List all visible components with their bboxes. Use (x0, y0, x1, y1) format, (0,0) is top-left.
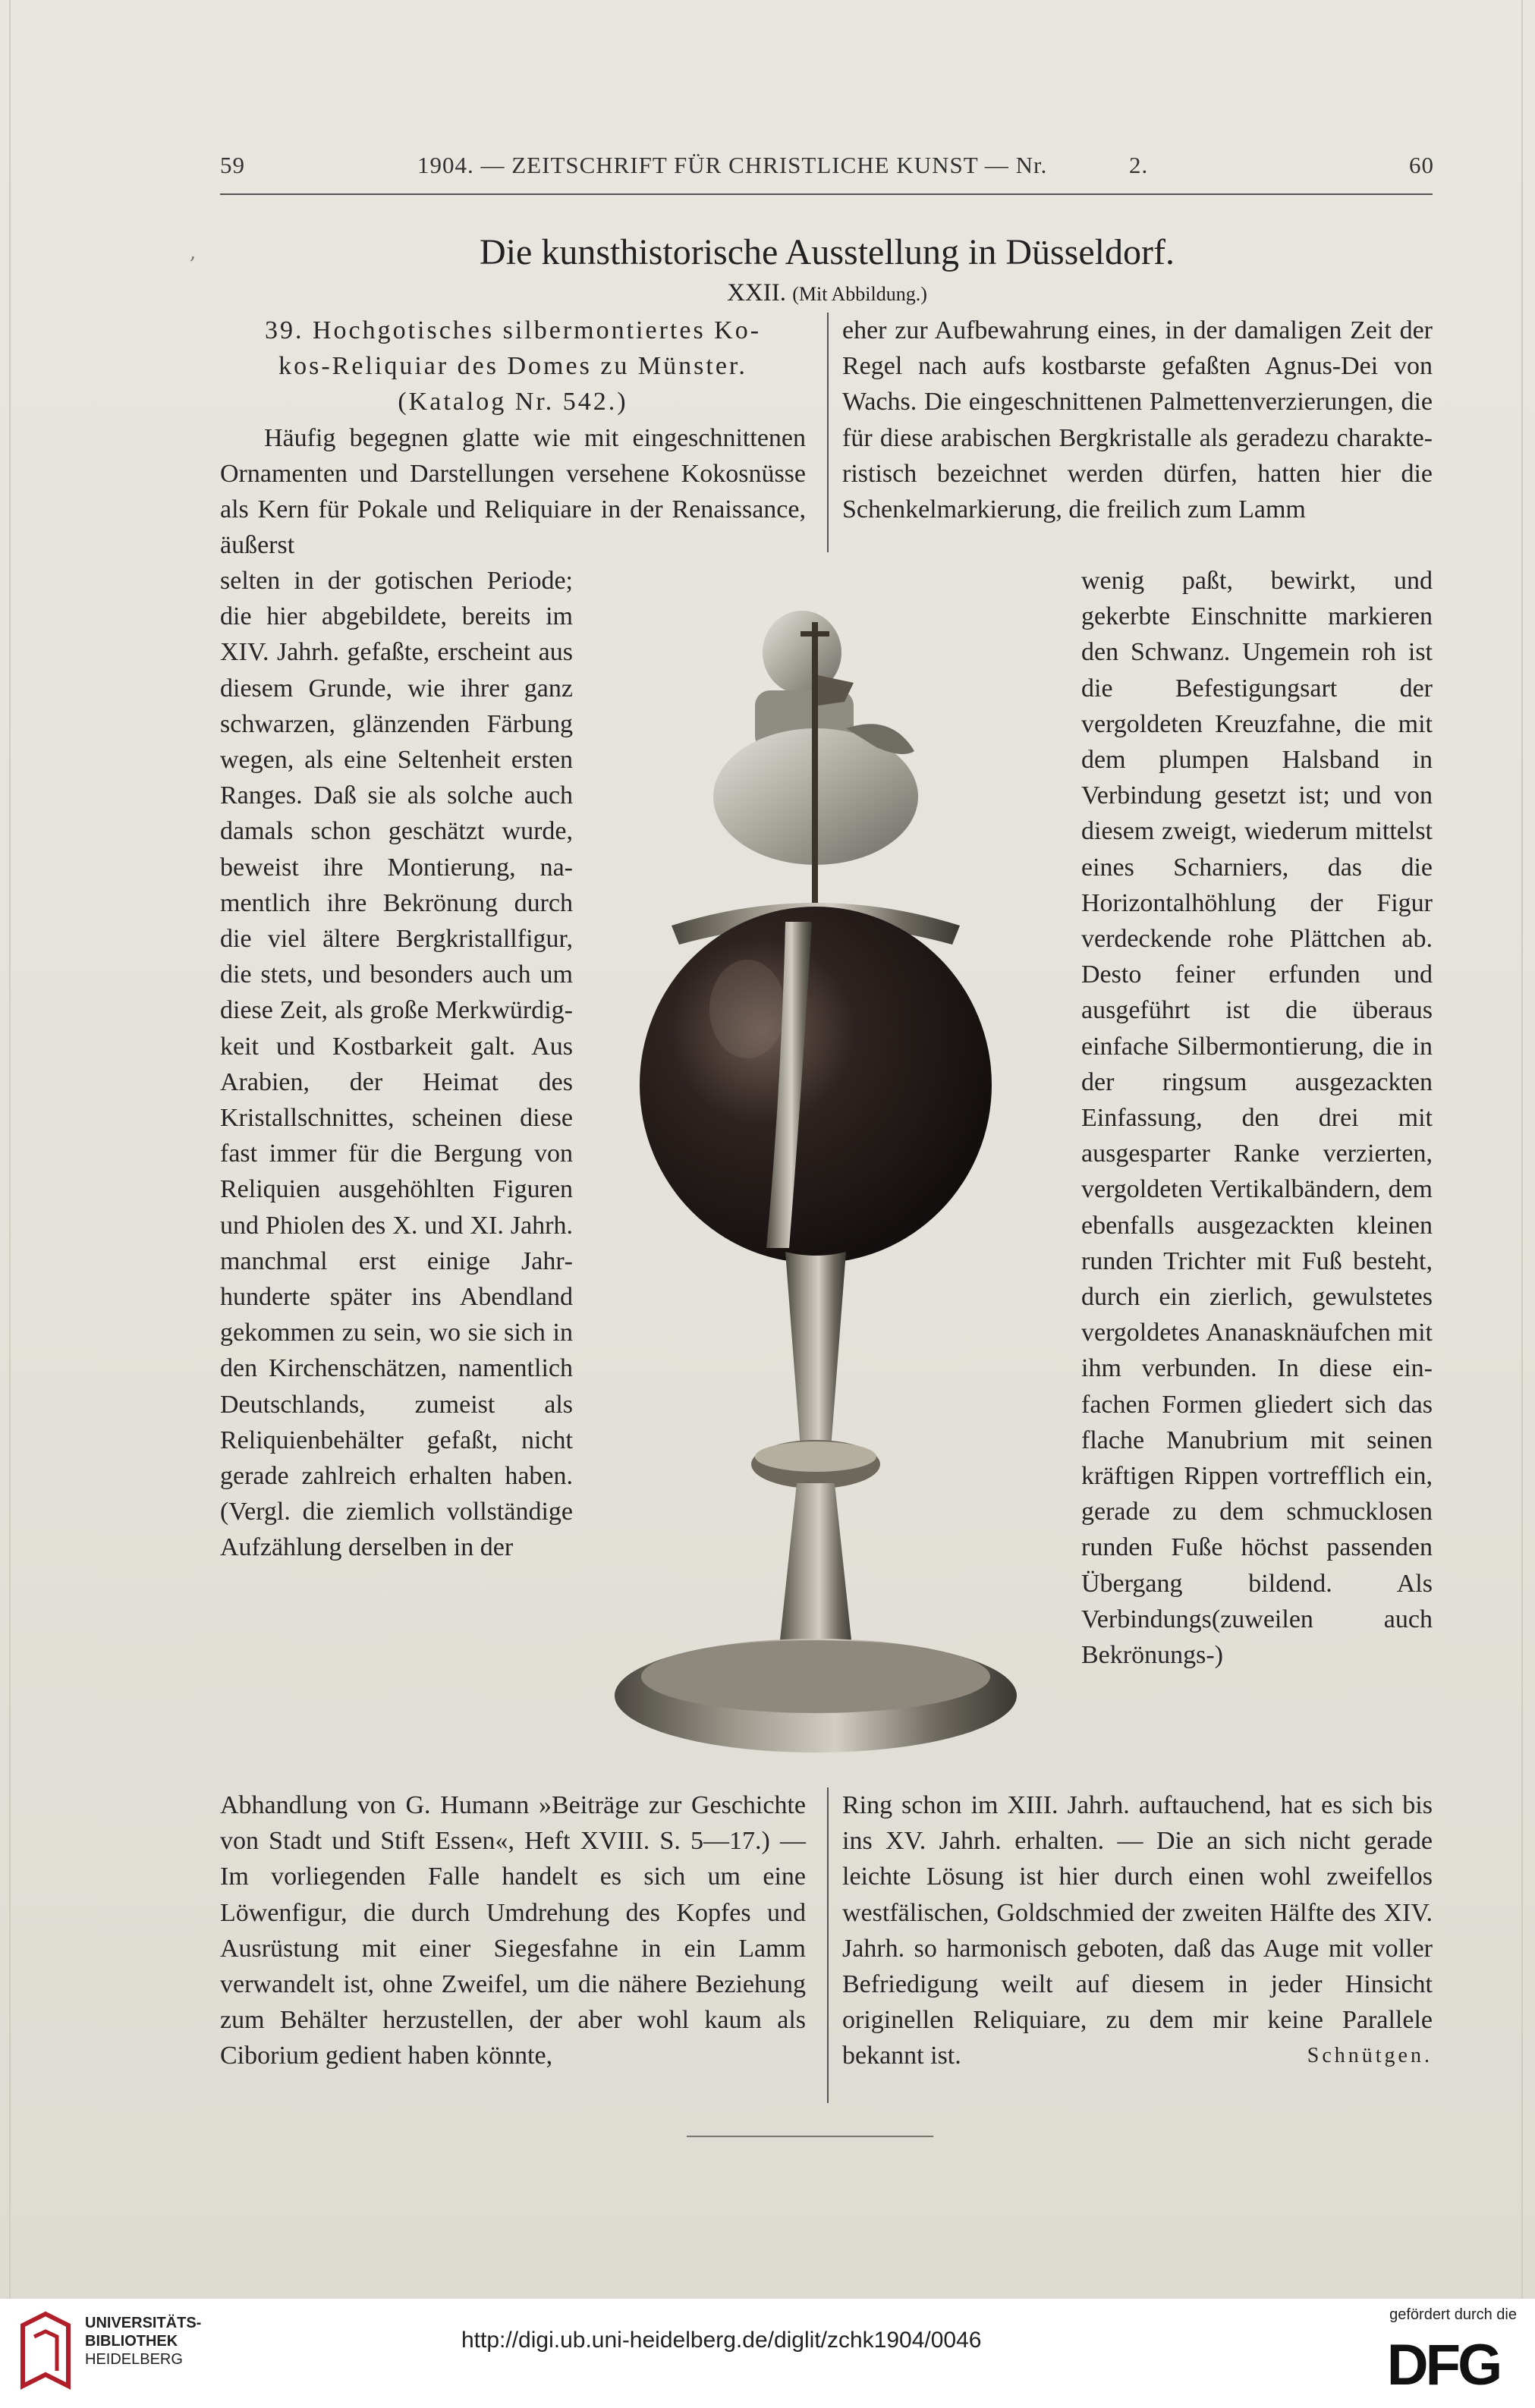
item-heading-line1: 39. Hochgotisches silbermontiertes Ko- (264, 316, 762, 344)
article-subtitle-note: (Mit Abbildung.) (792, 283, 927, 305)
right-column-wrap (1081, 563, 1433, 1673)
stem-and-foot (615, 1252, 1017, 1753)
dfg-logo-text: DFG (1386, 2333, 1500, 2394)
dfg-logo (1379, 2333, 1508, 2394)
left-column-wrap (220, 563, 573, 1566)
coconut-bowl (640, 907, 992, 1263)
page-number-left: 59 (220, 152, 245, 178)
article-title: Die kunsthistorische Ausstellung in Düsseldorf. (480, 232, 1175, 272)
end-rule (687, 2136, 933, 2137)
left-paragraph-end: Abhandlung von G. Humann »Beiträge zur Geschichte von Stadt und Stift Essen«, Heft XVIII. S. 5—17.) — Im vorliegenden Falle handelt es sich um eine Löwenfigur, die durch Umdrehung des Kopfes und Ausrüstung mit einer Siegesfahne in ein Lamm verwandelt ist, ohne Zweifel, um die nähere Beziehung zum Behälter herzustellen, der aber wohl kaum als Ciborium gedient haben könnte, (220, 1791, 806, 2070)
left-paragraph-start: Häufig begegnen glatte wie mit eingeschnittenen Ornamenten und Darstellungen versehene Kokosnüsse als Kern für Pokale und Reliquiare in der Renaissance, äußerst (220, 423, 806, 560)
page-number-right: 60 (1409, 152, 1434, 178)
column-divider-top (827, 313, 829, 552)
footer-bar (0, 2299, 1535, 2408)
right-paragraph-end (842, 1787, 1433, 2074)
left-column-top (220, 313, 806, 563)
stray-mark: , (190, 241, 197, 264)
column-divider-bottom (827, 1787, 829, 2103)
right-paragraph-end-text: Ring schon im XIII. Jahrh. auftauchend, hat es sich bis ins XV. Jahrh. erhalten. — Die an sich nicht gerade leichte Lösung ist hier durch einen wohl zweifellos westfälischen, Goldschmied der zweiten Hälfte des XIV. Jahrh. so harmonisch geboten, daß das Auge mit voller Befriedigung weilt auf diesem in jeder Hinsicht originellen Reliquiare, zu dem mir keine Parallele bekannt ist. (842, 1791, 1433, 2070)
article-subtitle (220, 279, 1434, 307)
issue-number: 2. (1129, 152, 1149, 178)
library-line-2: BIBLIOTHEK (85, 2333, 178, 2350)
journal-title: 1904. — ZEITSCHRIFT FÜR CHRISTLICHE KUNST — Nr. (417, 152, 1048, 178)
right-paragraph-wrap: wenig paßt, bewirkt, und gekerbte Einschnitte markieren den Schwanz. Ungemein roh ist die Befestigungsart der vergoldeten Kreuzfahne, die mit dem plumpen Halsband in Verbindung gesetzt ist; und von diesem zweigt, wiederum mittelst eines Scharniers, das die Horizontalhöhlung der Figur verdeckende rohe Plättchen ab. Desto feiner erfunden und ausgeführt ist die überaus einfache Silbermontierung, die in der ringsum ausgezackten Einfassung, den drei mit ausgesparter Ranke verzierten, vergoldeten Vertikalbändern, dem ebenfalls ausgezackten kleinen runden Trichter mit Fuß besteht, durch ein zierlich, gewulstetes vergoldetes Ananasknäufchen mit ihm verbunden. In diese einfachen Formen gliedert sich das flache Manubrium mit seinen kräftigen Rippen vortrefflich ein, gerade zu dem schmucklosen runden Fuße höchst passenden Übergang bildend. Als Verbindungs(zuweilen auch Bekrönungs-) (1081, 567, 1433, 1670)
right-paragraph-start: eher zur Aufbewahrung eines, in der damaligen Zeit der Regel nach aufs kostbarste gefaßten Agnus-Dei von Wachs. Die eingeschnittenen Palmettenverzierungen, die für diese arabischen Bergkristalle als geradezu charakteristisch bezeichnet werden dürfen, hatten hier die Schenkelmarkierung, die freilich zum Lamm (842, 316, 1433, 524)
header-rule (220, 193, 1433, 195)
reliquary-photograph (603, 599, 1028, 1768)
item-catalog-number: (Katalog Nr. 542.) (398, 388, 628, 417)
permalink[interactable]: http://digi.ub.uni-heidelberg.de/diglit/zchk1904/0046 (461, 2328, 982, 2353)
running-head (220, 152, 1434, 190)
right-column-bottom (842, 1787, 1433, 2074)
left-column-bottom (220, 1787, 806, 2074)
right-column-top (842, 313, 1433, 527)
funding-note: gefördert durch die (1389, 2306, 1517, 2323)
library-name (85, 2314, 201, 2369)
library-line-1: UNIVERSITÄTS- (85, 2315, 202, 2331)
left-paragraph-wrap: selten in der gotischen Periode; die hier abgebildete, bereits im XIV. Jahrh. gefaßte, erscheint aus diesem Grunde, wie ihrer ganz schwarzen, glänzenden Färbung wegen, als eine Seltenheit ersten Ranges. Daß sie als solche auch damals schon geschätzt wurde, beweist ihre Montierung, namentlich ihre Bekrönung durch die viel ältere Bergkristallfigur, die stets, und besonders auch um diese Zeit, als große Merkwürdigkeit und Kostbarkeit galt. Aus Arabien, der Heimat des Kristallschnittes, scheinen diese fast immer für die Bergung von Reliquien ausgehöhlten Figuren und Phiolen des X. und XI. Jahrh. manchmal erst einige Jahrhunderte später ins Abendland gekommen zu sein, wo sie sich in den Kirchenschätzen, namentlich Deutschlands, zumeist als Reliquienbehälter gefaßt, nicht gerade zahlreich erhalten haben. (Vergl. die ziemlich vollständige Aufzählung derselben in der (220, 567, 573, 1562)
ub-heidelberg-logo (15, 2310, 76, 2394)
author-signature: Schnütgen. (1307, 2044, 1433, 2068)
article-subtitle-numeral: XXII. (727, 279, 786, 307)
item-heading-line2: kos-Reliquiar des Domes zu Münster. (278, 352, 747, 381)
library-line-3: HEIDELBERG (85, 2351, 183, 2368)
